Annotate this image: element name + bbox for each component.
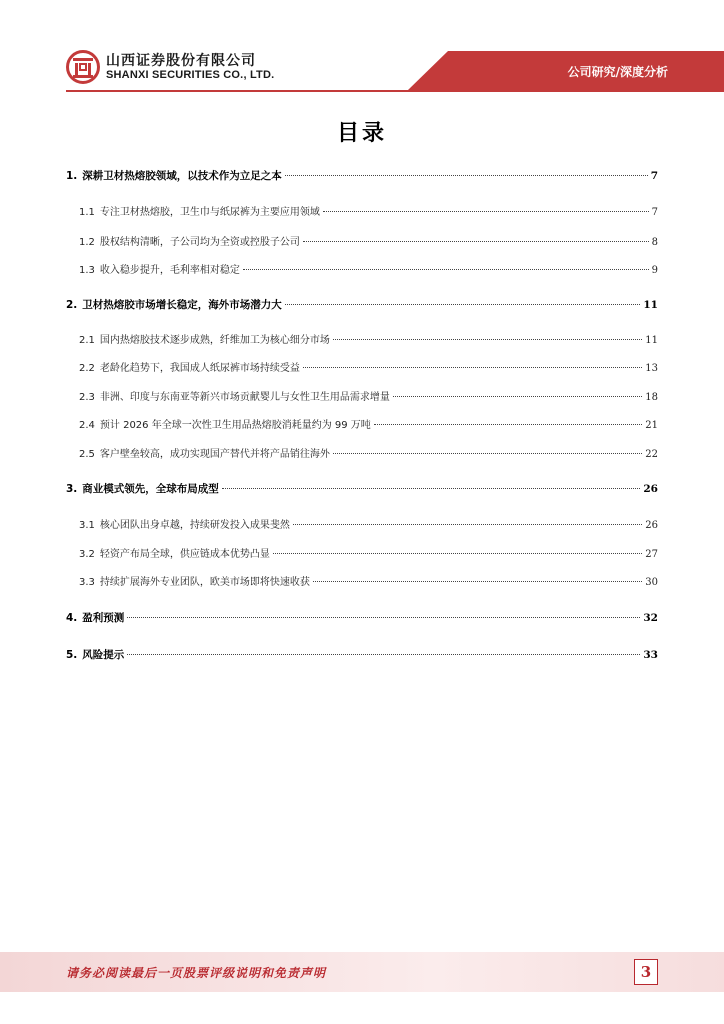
- toc-entry-page: 9: [651, 265, 658, 276]
- toc-section-entry[interactable]: [66, 359, 658, 374]
- company-name-en: SHANXI SECURITIES CO., LTD.: [106, 68, 275, 81]
- toc-chapter-entry[interactable]: [66, 297, 658, 312]
- disclaimer-text: 请务必阅读最后一页股票评级说明和免责声明: [66, 966, 327, 980]
- toc-entry-number: 3.1: [79, 520, 95, 531]
- toc-entry-number: 1.: [66, 170, 78, 182]
- toc-entry-number: 3.3: [79, 577, 95, 588]
- toc-entry-number: 4.: [66, 612, 78, 624]
- toc-entry-number: 3.2: [79, 549, 95, 560]
- toc-entry-number: 2.4: [79, 420, 95, 431]
- page-title: 目录: [336, 121, 387, 146]
- header-divider: [66, 90, 724, 92]
- toc-leader-dots: [303, 367, 642, 368]
- toc-leader-dots: [333, 339, 642, 340]
- toc-entry-number: 2.5: [79, 449, 95, 460]
- toc-entry-title: 轻资产布局全球，供应链成本优势凸显: [99, 549, 270, 560]
- company-logo: [66, 50, 274, 84]
- toc-entry-title: 专注卫材热熔胶，卫生巾与纸尿裤为主要应用领域: [99, 207, 320, 218]
- toc-entry-title: 卫材热熔胶市场增长稳定，海外市场潜力大: [82, 299, 282, 311]
- toc-chapter-entry[interactable]: [66, 481, 658, 496]
- toc-entry-title: 股权结构清晰，子公司均为全资或控股子公司: [99, 237, 300, 248]
- toc-leader-dots: [285, 175, 648, 176]
- company-name-cn: 山西证券股份有限公司: [106, 52, 256, 69]
- toc-entry-number: 2.: [66, 299, 78, 311]
- report-type-label: 公司研究/深度分析: [567, 65, 668, 79]
- toc-entry-number: 3.: [66, 483, 78, 495]
- toc-leader-dots: [333, 453, 642, 454]
- toc-chapter-entry[interactable]: [66, 168, 658, 183]
- toc-chapter-entry[interactable]: [66, 647, 658, 662]
- toc-leader-dots: [243, 269, 649, 270]
- toc-chapter-entry[interactable]: [66, 610, 658, 625]
- toc-entry-title: 国内热熔胶技术逐步成熟，纤维加工为核心细分市场: [99, 335, 330, 346]
- toc-entry-page: 26: [643, 483, 658, 495]
- toc-entry-page: 22: [645, 449, 658, 460]
- toc-section-entry[interactable]: [66, 261, 658, 276]
- toc-entry-number: 5.: [66, 649, 78, 661]
- toc-entry-page: 7: [651, 207, 658, 218]
- page-header: [0, 0, 724, 92]
- toc-entry-title: 老龄化趋势下，我国成人纸尿裤市场持续受益: [99, 363, 300, 374]
- toc-leader-dots: [293, 524, 642, 525]
- toc-entry-title: 非洲、印度与东南亚等新兴市场贡献婴儿与女性卫生用品需求增量: [99, 392, 390, 403]
- toc-entry-title: 盈利预测: [82, 612, 125, 624]
- toc-entry-page: 11: [643, 299, 658, 311]
- toc-leader-dots: [323, 211, 649, 212]
- toc-section-entry[interactable]: [66, 416, 658, 431]
- toc-entry-page: 18: [645, 392, 658, 403]
- toc-entry-page: 32: [643, 612, 658, 624]
- toc-entry-number: 1.2: [79, 237, 95, 248]
- toc-section-entry[interactable]: [66, 573, 658, 588]
- toc-entry-page: 27: [645, 549, 658, 560]
- toc-entry-number: 1.3: [79, 265, 95, 276]
- toc-entry-number: 1.1: [79, 207, 95, 218]
- toc-entry-title: 收入稳步提升，毛利率相对稳定: [99, 265, 240, 276]
- toc-entry-page: 30: [645, 577, 658, 588]
- toc-leader-dots: [313, 581, 642, 582]
- company-logo-icon: [66, 50, 100, 84]
- toc-entry-page: 13: [645, 363, 658, 374]
- toc-entry-title: 风险提示: [82, 649, 125, 661]
- toc-entry-page: 7: [650, 170, 658, 182]
- toc-leader-dots: [273, 553, 642, 554]
- toc-leader-dots: [303, 241, 649, 242]
- toc-entry-title: 客户壁垒较高，成功实现国产替代并将产品销往海外: [99, 449, 330, 460]
- toc-entry-title: 预计 2026 年全球一次性卫生用品热熔胶消耗量约为 99 万吨: [99, 420, 371, 431]
- page-footer: [0, 952, 724, 992]
- toc-section-entry[interactable]: [66, 233, 658, 248]
- toc-leader-dots: [127, 617, 640, 618]
- toc-entry-title: 持续扩展海外专业团队，欧美市场即将快速收获: [99, 577, 310, 588]
- toc-entry-title: 深耕卫材热熔胶领域，以技术作为立足之本: [82, 170, 282, 182]
- toc-entry-page: 8: [651, 237, 658, 248]
- toc-entry-title: 核心团队出身卓越，持续研发投入成果斐然: [99, 520, 290, 531]
- toc-leader-dots: [285, 304, 641, 305]
- toc-section-entry[interactable]: [66, 203, 658, 218]
- page-number: 3: [634, 959, 658, 985]
- toc-leader-dots: [222, 488, 641, 489]
- toc-entry-number: 2.2: [79, 363, 95, 374]
- toc-leader-dots: [374, 424, 642, 425]
- toc-leader-dots: [393, 396, 642, 397]
- header-band: [408, 51, 724, 90]
- toc-entry-page: 11: [645, 335, 658, 346]
- toc-entry-number: 2.1: [79, 335, 95, 346]
- toc-section-entry[interactable]: [66, 545, 658, 560]
- toc-entry-number: 2.3: [79, 392, 95, 403]
- toc-entry-page: 26: [645, 520, 658, 531]
- toc-entry-page: 33: [643, 649, 658, 661]
- toc-section-entry[interactable]: [66, 331, 658, 346]
- toc-leader-dots: [127, 654, 640, 655]
- toc-section-entry[interactable]: [66, 388, 658, 403]
- toc-entry-title: 商业模式领先，全球布局成型: [82, 483, 219, 495]
- toc-entry-page: 21: [645, 420, 658, 431]
- toc-section-entry[interactable]: [66, 445, 658, 460]
- toc-section-entry[interactable]: [66, 516, 658, 531]
